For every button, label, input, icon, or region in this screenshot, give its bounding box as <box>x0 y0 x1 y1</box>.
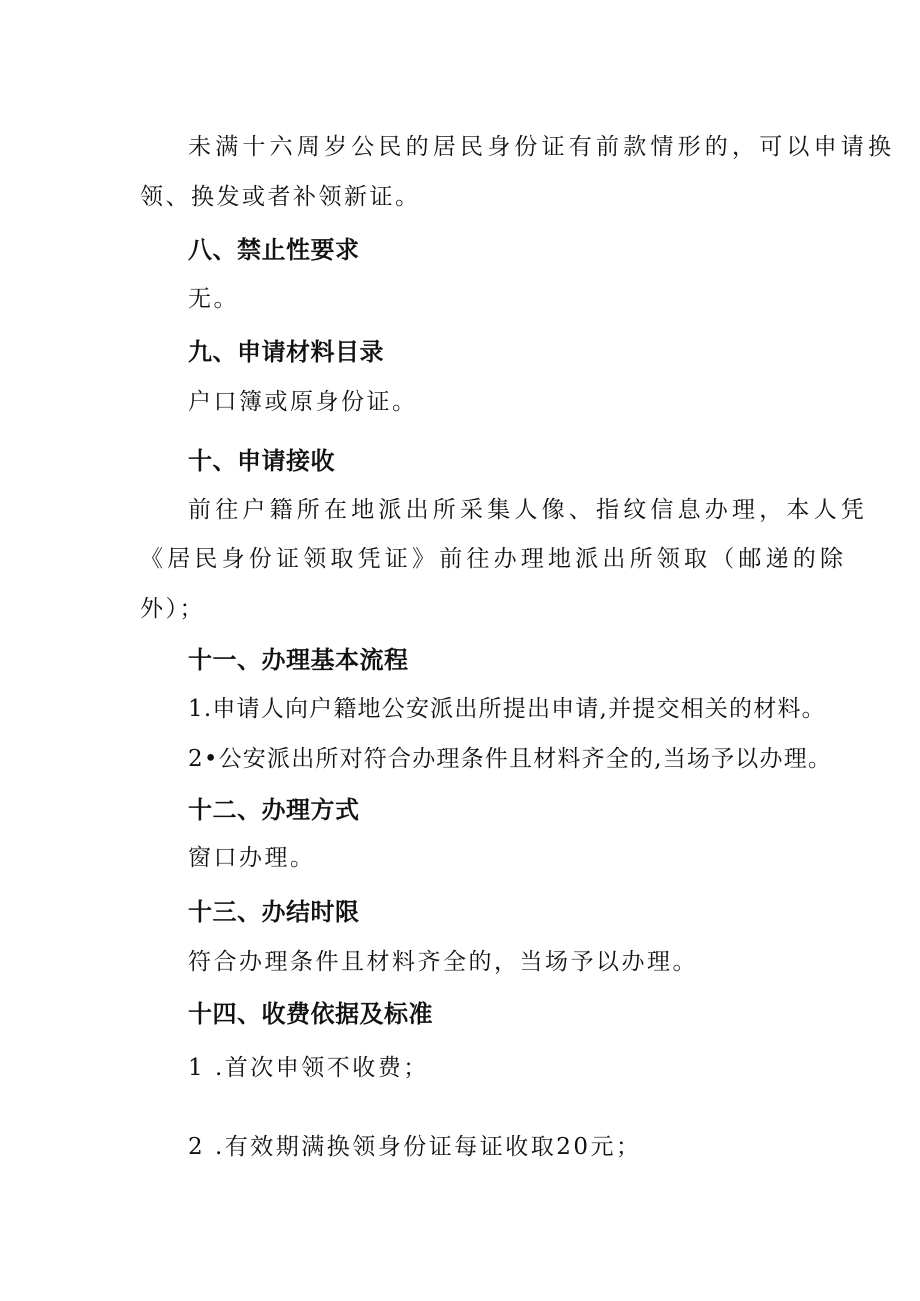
paragraph-line: 2•公安派出所对符合办理条件且材料齐全的,当场予以办理。 <box>188 746 833 772</box>
paragraph-line: 《居民身份证领取凭证》前往办理地派出所领取（邮递的除 <box>140 546 848 572</box>
paragraph-line: 领、换发或者补领新证。 <box>140 184 421 210</box>
section-heading-14: 十四、收费依据及标准 <box>188 1000 433 1028</box>
section-heading-9: 九、申请材料目录 <box>188 338 384 366</box>
paragraph-line: 1 .首次申领不收费； <box>188 1055 429 1081</box>
paragraph-line: 1.申请人向户籍地公安派出所提出申请,并提交相关的材料。 <box>188 696 826 722</box>
paragraph-line: 前往户籍所在地派出所采集人像、指纹信息办理，本人凭 <box>188 497 868 523</box>
paragraph-line: 户口簿或原身份证。 <box>188 389 418 415</box>
paragraph-line: 2 .有效期满换领身份证每证收取20元； <box>188 1134 642 1160</box>
paragraph-line: 未满十六周岁公民的居民身份证有前款情形的，可以申请换 <box>188 134 896 160</box>
paragraph-line: 无。 <box>188 286 239 312</box>
section-heading-13: 十三、办结时限 <box>188 898 360 926</box>
section-heading-10: 十、申请接收 <box>188 447 335 475</box>
paragraph-line: 窗口办理。 <box>188 845 316 871</box>
section-heading-12: 十二、办理方式 <box>188 796 360 824</box>
section-heading-11: 十一、办理基本流程 <box>188 646 409 674</box>
paragraph-line: 外）； <box>140 596 205 622</box>
section-heading-8: 八、禁止性要求 <box>188 236 360 264</box>
paragraph-line: 符合办理条件且材料齐全的，当场予以办理。 <box>188 949 698 975</box>
